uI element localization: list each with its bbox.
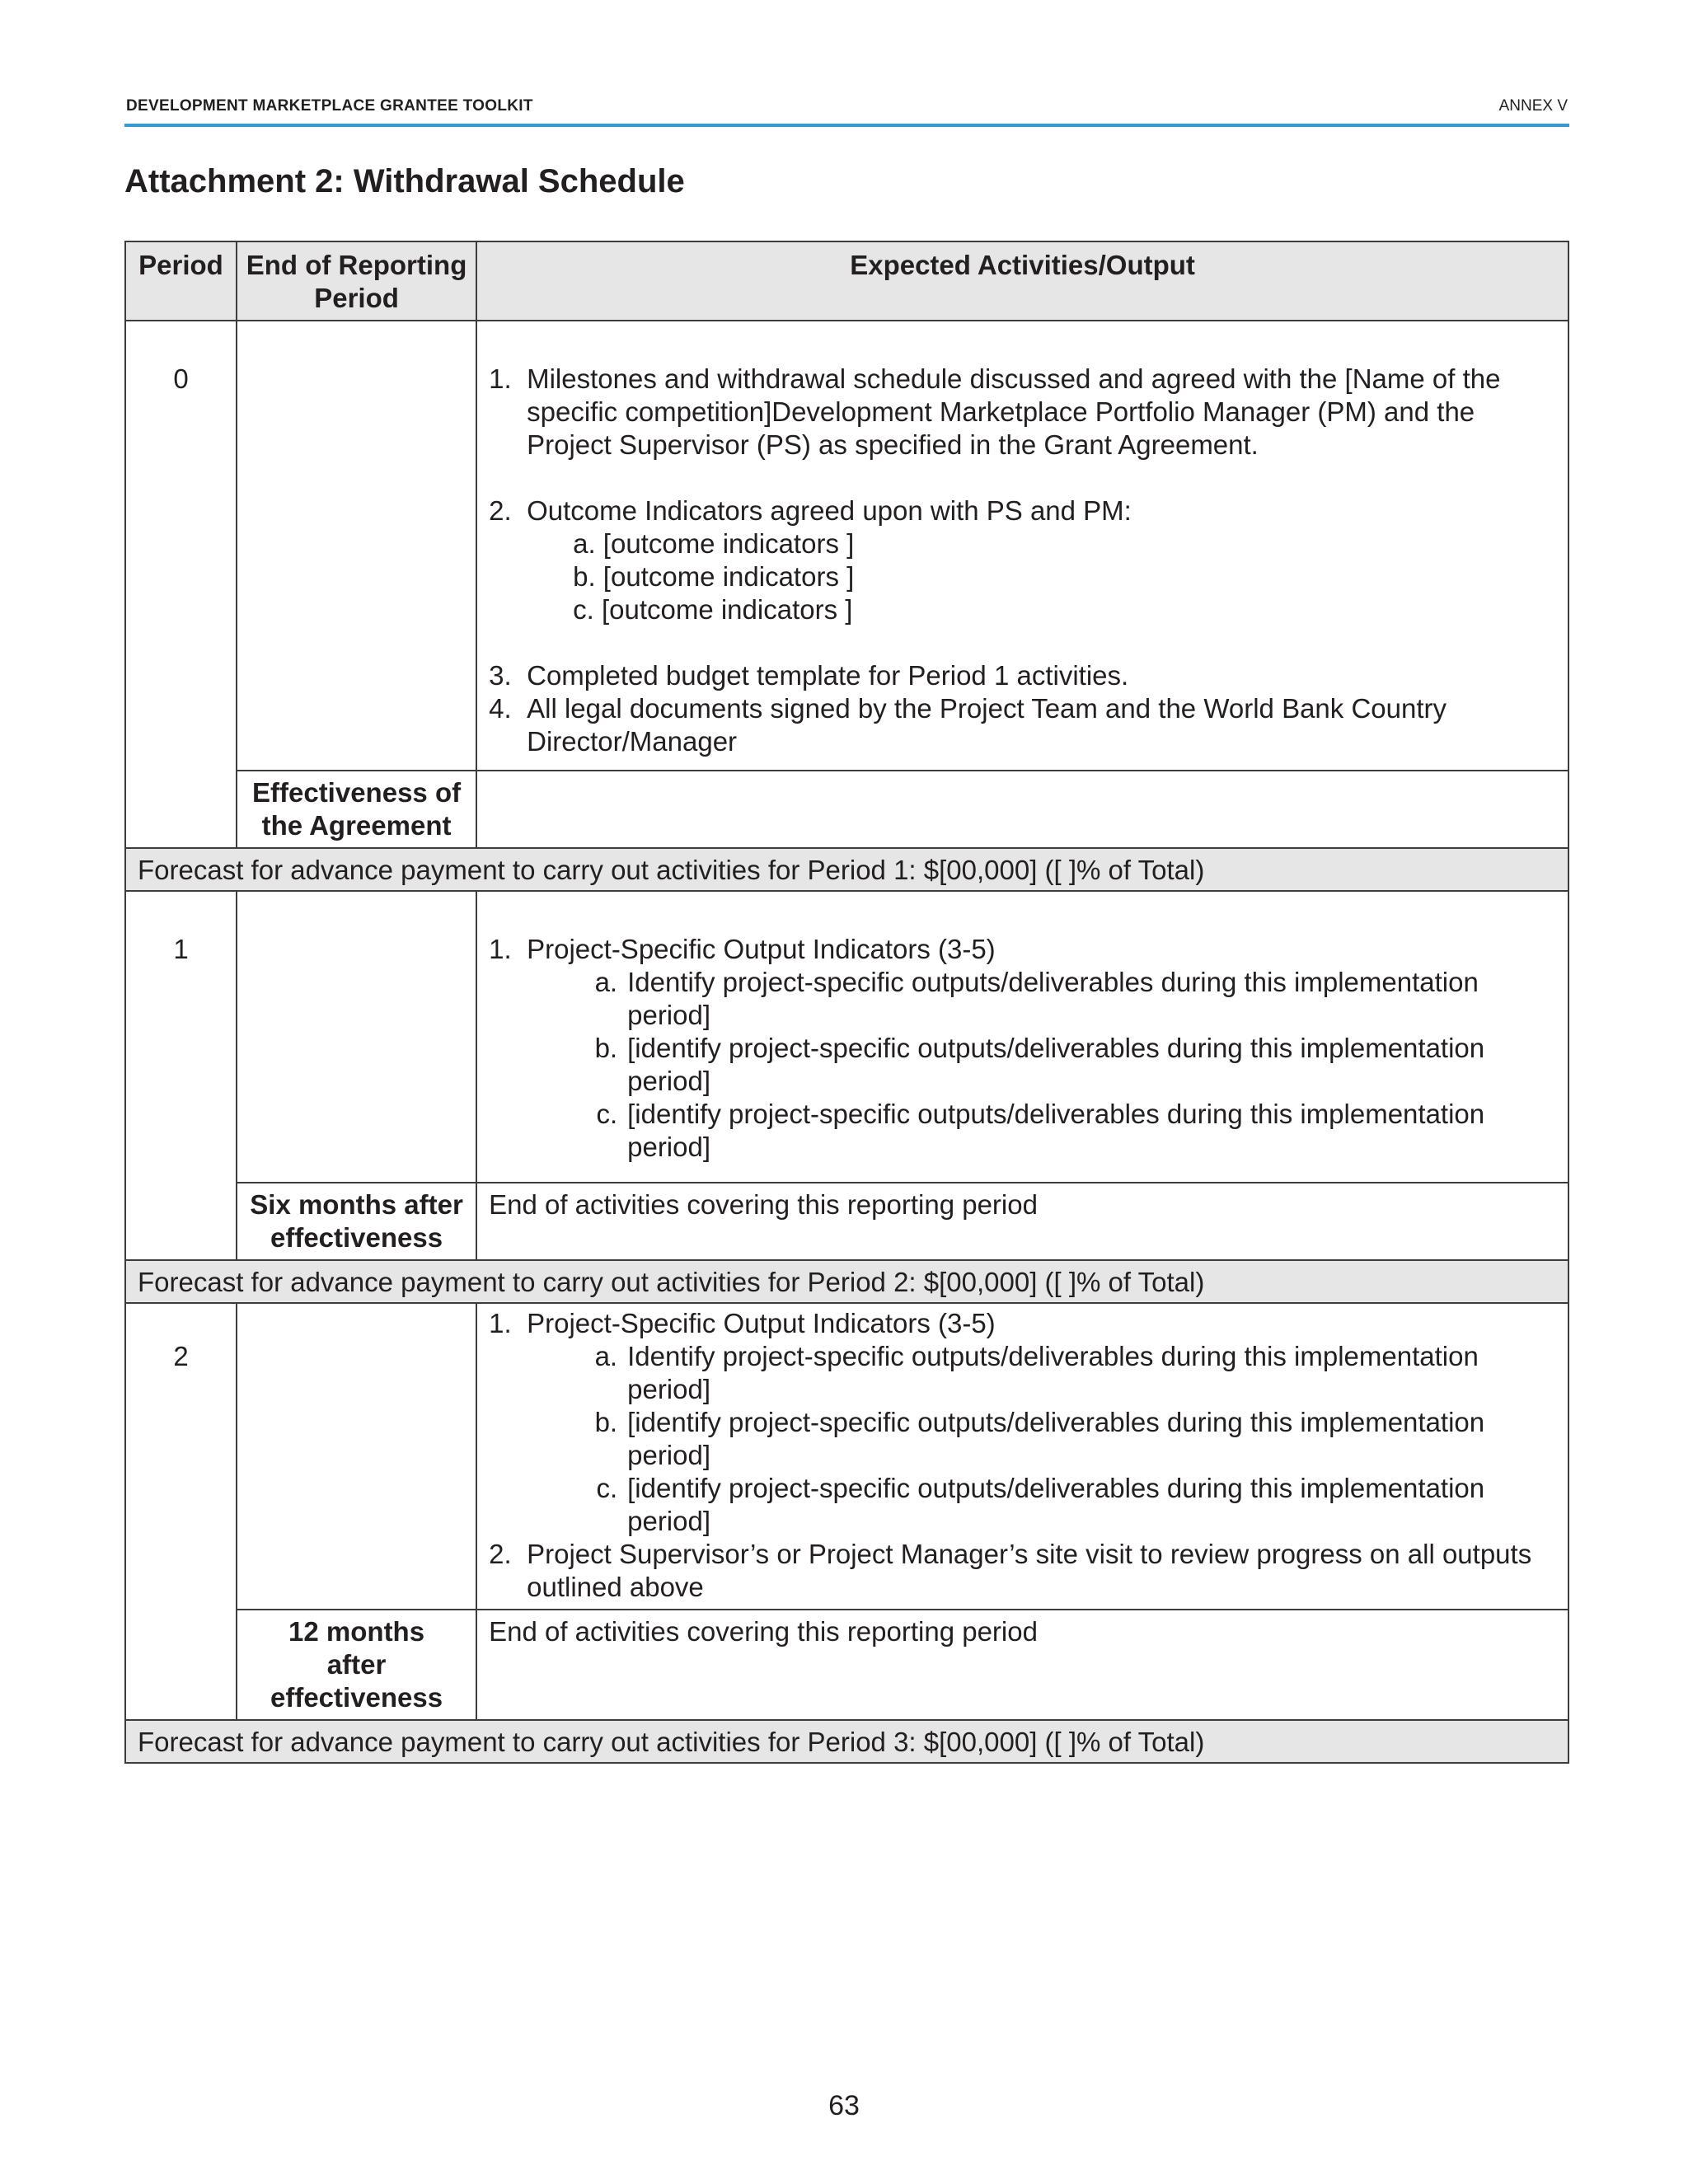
running-header xyxy=(124,94,1569,127)
end-activity: End of activities covering this reporting period xyxy=(476,1610,1568,1720)
list-item: 1. Milestones and withdrawal schedule discussed and agreed with the [Name of the specific competition]Development Marketplace Portfolio Manager (PM) and the Project Supervisor (PS) as specified in the Grant Agreement. xyxy=(489,363,1501,460)
period-number: 2 xyxy=(125,1303,237,1720)
header-period: Period xyxy=(125,241,237,321)
forecast-period-1: Forecast for advance payment to carry out activities for Period 1: $[00,000] ([ ]% of Total) xyxy=(125,848,1568,891)
list-item: 1. Project-Specific Output Indicators (3-5) a. Identify project-specific outputs/deliverables during this implementation period] b. [identify project-specific outputs/deliverables during this implementation period] c. [identify project-specific outputs/deliverables during this implementation period] xyxy=(489,933,1554,1164)
table-row xyxy=(125,1303,1568,1610)
withdrawal-schedule-table xyxy=(124,241,1569,1764)
list-item: c. [outcome indicators ] xyxy=(573,594,853,625)
table-row xyxy=(125,1610,1568,1720)
table-row xyxy=(125,891,1568,1183)
forecast-period-2: Forecast for advance payment to carry out activities for Period 2: $[00,000] ([ ]% of Total) xyxy=(125,1260,1568,1303)
outcome-indicator-list xyxy=(489,527,1554,626)
end-activity: End of activities covering this reporting period xyxy=(476,1183,1568,1260)
table-header-row xyxy=(125,241,1568,321)
expected-activities xyxy=(476,1303,1568,1610)
end-activity xyxy=(476,771,1568,848)
list-item: 2. Project Supervisor’s or Project Manager’s site visit to review progress on all outputs outlined above xyxy=(489,1539,1532,1602)
list-item: b. [outcome indicators ] xyxy=(573,561,855,592)
forecast-period-3: Forecast for advance payment to carry out activities for Period 3: $[00,000] ([ ]% of Total) xyxy=(125,1720,1568,1763)
list-item: c. [identify project-specific outputs/deliverables during this implementation period] xyxy=(596,1473,1485,1536)
activity-list xyxy=(489,933,1554,1164)
forecast-row xyxy=(125,1260,1568,1303)
list-item: c. [identify project-specific outputs/deliverables during this implementation period] xyxy=(596,1099,1485,1162)
period-number: 1 xyxy=(125,891,237,1260)
list-item: 3. Completed budget template for Period 1 activities. xyxy=(489,660,1129,691)
list-item: b. [identify project-specific outputs/deliverables during this implementation period] xyxy=(594,1033,1485,1096)
header-annex: ANNEX V xyxy=(1498,97,1568,115)
end-of-period-label: Six months after effectiveness xyxy=(237,1183,476,1260)
list-item: a. Identify project-specific outputs/deliverables during this implementation period] xyxy=(594,967,1479,1030)
end-of-period-empty xyxy=(237,1303,476,1610)
activity-list xyxy=(489,659,1554,758)
expected-activities xyxy=(476,321,1568,771)
page-number: 63 xyxy=(828,2090,860,2121)
table-row xyxy=(125,1183,1568,1260)
page-title: Attachment 2: Withdrawal Schedule xyxy=(124,163,685,199)
end-of-period-label: Effectiveness of the Agreement xyxy=(237,771,476,848)
end-of-period-label: 12 months after effectiveness xyxy=(237,1610,476,1720)
header-title: DEVELOPMENT MARKETPLACE GRANTEE TOOLKIT xyxy=(126,97,533,115)
list-item: 2. Outcome Indicators agreed upon with PS and PM: xyxy=(489,495,1132,526)
header-end-of-period: End of Reporting Period xyxy=(237,241,476,321)
list-item: a. [outcome indicators ] xyxy=(573,528,855,559)
activity-list xyxy=(489,1307,1554,1604)
list-item: b. [identify project-specific outputs/deliverables during this implementation period] xyxy=(594,1407,1485,1470)
forecast-row xyxy=(125,848,1568,891)
end-of-period-empty xyxy=(237,321,476,771)
list-item: a. Identify project-specific outputs/deliverables during this implementation period] xyxy=(594,1341,1479,1404)
period-number: 0 xyxy=(125,321,237,848)
header-expected-activities: Expected Activities/Output xyxy=(476,241,1568,321)
list-item: 4. All legal documents signed by the Project Team and the World Bank Country Director/Manager xyxy=(489,693,1447,757)
table-row xyxy=(125,771,1568,848)
output-indicator-list xyxy=(527,1340,1554,1538)
expected-activities xyxy=(476,891,1568,1183)
activity-list xyxy=(489,363,1554,527)
output-indicator-list xyxy=(527,966,1554,1164)
forecast-row xyxy=(125,1720,1568,1763)
table-row xyxy=(125,321,1568,771)
end-of-period-empty xyxy=(237,891,476,1183)
list-item: 1. Project-Specific Output Indicators (3-5) a. Identify project-specific outputs/deliverables during this implementation period] b. [identify project-specific outputs/deliverables during this implementation period] c. [identify project-specific outputs/deliverables during this implementation period] xyxy=(489,1307,1554,1538)
